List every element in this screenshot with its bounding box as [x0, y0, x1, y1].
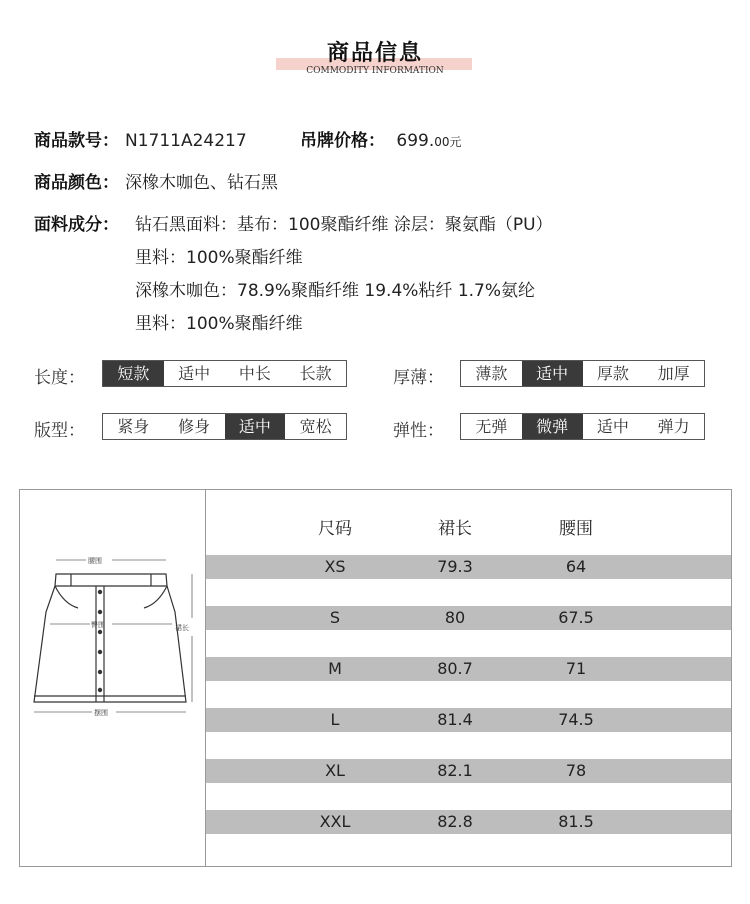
elasticity-selector [460, 413, 705, 440]
fabric-line: 深橡木咖色：78.9%聚酯纤维 19.4%粘纤 1.7%氨纶 [135, 281, 536, 301]
length-header: 裙长 [438, 519, 472, 539]
thickness-option: 加厚 [657, 364, 690, 383]
elasticity-option: 弹力 [657, 417, 690, 436]
size-header: 尺码 [318, 519, 352, 539]
length-label: 长度： [34, 368, 85, 388]
length-option: 长款 [299, 364, 332, 383]
elasticity-label: 弹性： [393, 421, 444, 441]
elasticity-option: 微弹 [522, 414, 583, 439]
fabric-line: 里料：100%聚酯纤维 [135, 314, 303, 334]
waist-header: 腰围 [559, 519, 593, 539]
length-cell: 82.1 [437, 761, 473, 780]
thickness-option: 薄款 [475, 364, 508, 383]
page-subtitle: COMMODITY INFORMATION [306, 66, 444, 76]
style-number-row [34, 126, 247, 151]
fit-option: 宽松 [299, 417, 332, 436]
size-cell: XXL [319, 812, 351, 831]
page-title: 商品信息 [326, 41, 423, 66]
size-cell: M [328, 659, 342, 678]
thickness-option: 厚款 [596, 364, 629, 383]
thickness-selector [460, 360, 705, 387]
price-label: 吊牌价格： [300, 131, 385, 151]
fit-label: 版型： [34, 421, 85, 441]
elasticity-option: 适中 [596, 417, 629, 436]
waist-cell: 71 [565, 659, 587, 678]
fabric-line: 里料：100%聚酯纤维 [135, 248, 303, 268]
length-cell: 80.7 [437, 659, 473, 678]
price-row [300, 126, 462, 151]
skirt-measurement-diagram [26, 552, 200, 722]
waist-cell: 74.5 [558, 710, 594, 729]
style-number-label: 商品款号： [34, 131, 119, 151]
hem-label: 摆围 [94, 710, 108, 717]
fabric-label: 面料成分： [34, 215, 119, 235]
waist-cell: 81.5 [558, 812, 594, 831]
elasticity-option: 无弹 [475, 417, 508, 436]
waist-label: 腰围 [88, 558, 102, 565]
fit-option: 紧身 [117, 417, 150, 436]
waist-cell: 67.5 [558, 608, 594, 627]
size-cell: S [329, 608, 341, 627]
fabric-line: 钻石黑面料：基布：100聚酯纤维 涂层：聚氨酯（PU） [135, 215, 553, 235]
thickness-label: 厚薄： [393, 368, 444, 388]
length-option: 短款 [103, 361, 164, 386]
style-number-value: N1711A24217 [125, 131, 247, 151]
length-measure-label: 裙长 [175, 625, 189, 632]
fit-selector [102, 413, 347, 440]
length-cell: 81.4 [437, 710, 473, 729]
length-cell: 80 [444, 608, 466, 627]
fit-option: 适中 [225, 414, 286, 439]
color-label: 商品颜色： [34, 173, 119, 193]
length-option: 中长 [238, 364, 271, 383]
price-value: 699. [396, 131, 435, 151]
waist-cell: 64 [565, 557, 587, 576]
waist-cell: 78 [565, 761, 587, 780]
length-cell: 82.8 [437, 812, 473, 831]
thickness-option: 适中 [522, 361, 583, 386]
length-option: 适中 [178, 364, 211, 383]
length-cell: 79.3 [437, 557, 473, 576]
length-selector [102, 360, 347, 387]
hip-label: 臀围 [91, 622, 105, 629]
size-cell: XL [325, 761, 345, 780]
color-value: 深橡木咖色、钻石黑 [125, 173, 278, 193]
size-cell: XS [324, 557, 346, 576]
color-row [34, 168, 278, 193]
price-cents: 00元 [434, 135, 462, 149]
fabric-row [34, 210, 119, 235]
size-cell: L [330, 710, 340, 729]
fit-option: 修身 [178, 417, 211, 436]
